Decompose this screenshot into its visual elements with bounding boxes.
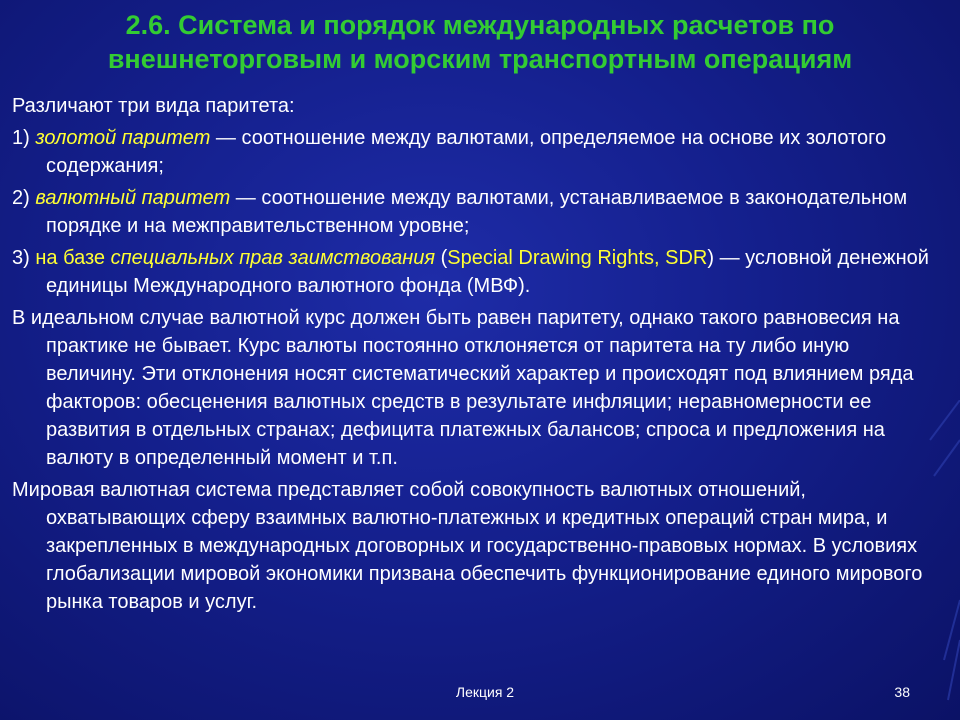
item-number: 3)	[12, 247, 30, 269]
footer-lecture: Лекция 2	[455, 684, 515, 700]
title-line-1: 2.6. Система и порядок международных расчетов по	[125, 10, 835, 40]
title-line-2: внешнеторговым и морским транспортным операциям	[107, 44, 853, 74]
paragraph-exchange-rate: В идеальном случае валютной курс должен быть равен паритету, однако такого равновесия на практике не бывает. Курс валюты постоянно отклоняется от паритета на ту либо иную величину. Эти отклонения носят систематический характер и происходят под влиянием ряда факторов: обесценения валютных средств в результате инфляции; неравномерности ее развития в отдельных странах; дефицита платежных балансов; спроса и предложения на валюту в определенный момент и т.п.	[12, 307, 914, 469]
item-description: — соотношение между валютами, устанавливаемое в законодательном порядке и на межправительственном уровне;	[46, 187, 908, 237]
item-description: — соотношение между валютами, определяемое на основе их золотого содержания;	[46, 127, 887, 177]
slide-title	[0, 8, 960, 76]
term-gold-parity: золотой паритет	[35, 127, 211, 149]
item-number: 1)	[12, 127, 30, 149]
item-number: 2)	[12, 187, 30, 209]
footer-page-number: 38	[894, 684, 910, 700]
sdr-english: Special Drawing Rights, SDR	[447, 247, 708, 269]
term-sdr: специальных прав заимствования	[110, 247, 436, 269]
list-item-currency-parity	[12, 184, 942, 240]
term-currency-parity: валютный паритет	[35, 187, 231, 209]
item-prefix: на базе	[35, 247, 111, 269]
list-item-sdr-parity	[12, 244, 942, 300]
slide-body	[12, 92, 942, 616]
item-open-paren: (	[435, 247, 448, 269]
intro-text: Различают три вида паритета:	[12, 95, 295, 117]
item-description: ) — условной денежной единицы Международного валютного фонда (МВФ).	[46, 247, 929, 297]
paragraph-world-currency-system: Мировая валютная система представляет собой совокупность валютных отношений, охватывающих сферу взаимных валютно-платежных и кредитных операций стран мира, и закрепленных в международных договорных и государственно-правовых нормах. В условиях глобализации мировой экономики призвана обеспечить функционирование единого мирового рынка товаров и услуг.	[12, 479, 923, 613]
list-item-gold-parity	[12, 124, 942, 180]
